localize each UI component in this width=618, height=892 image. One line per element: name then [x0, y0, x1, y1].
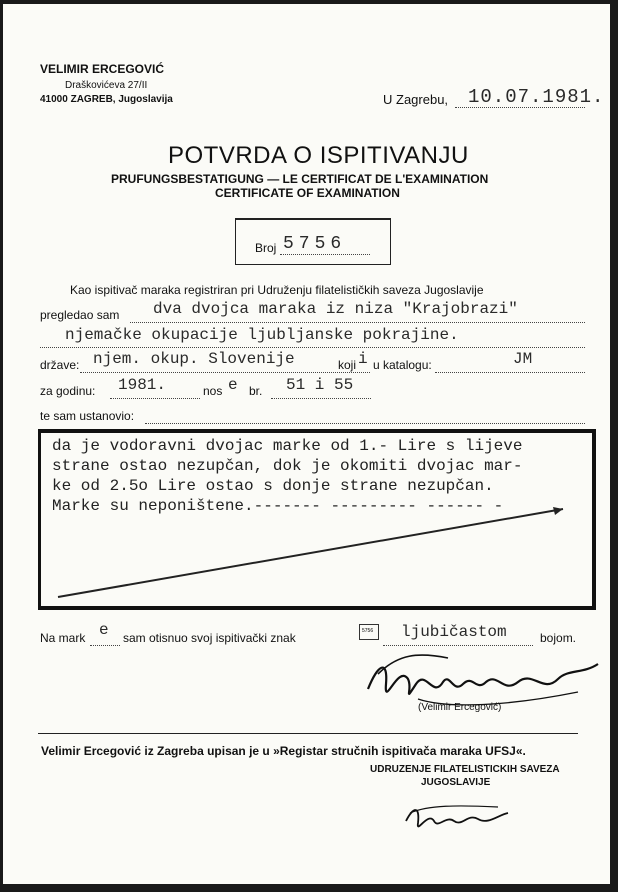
bears-label: nos: [203, 384, 223, 398]
year-value: 1981.: [118, 376, 167, 394]
catalogue-value: JM: [513, 350, 533, 368]
stamp-line-middle: sam otisnuo svoj ispitivački znak: [123, 631, 296, 645]
registry-statement: Velimir Ercegović iz Zagreba upisan je u »Registar stručnih ispitivača maraka UFSJ«.: [41, 744, 526, 758]
country-label: države:: [40, 358, 80, 372]
stamp-line-suffix: e: [99, 621, 109, 639]
examiner-stamp: 5756: [359, 624, 379, 640]
which-label: koji: [338, 358, 357, 372]
association-country: JUGOSLAVIJE: [421, 777, 491, 788]
which-value: i: [358, 350, 368, 368]
examined-value: dva dvojca maraka iz niza "Krajobrazi": [153, 300, 518, 318]
bears-suffix: e: [228, 376, 238, 394]
number-abbrev-label: br.: [249, 384, 263, 398]
examined-label: pregledao sam: [40, 308, 120, 322]
certificate-page: [3, 4, 610, 884]
place-label: U Zagrebu,: [383, 92, 449, 107]
year-label: za godinu:: [40, 384, 96, 398]
document-subtitle-english: CERTIFICATE OF EXAMINATION: [215, 186, 400, 200]
footer-divider: [38, 733, 578, 734]
intro-text: Kao ispitivač maraka registriran pri Udruženju filatelističkih saveza Jugoslavije: [70, 283, 484, 297]
association-signature-image: [398, 799, 528, 839]
issuer-name: VELIMIR ERCEGOVIĆ: [40, 62, 165, 76]
examined-value-line2: njemačke okupacije ljubljanske pokrajine.: [65, 326, 459, 344]
findings-line-1: da je vodoravni dvojac marke od 1.- Lire s lijeve: [52, 437, 523, 455]
certificate-number-label: Broj: [255, 241, 277, 255]
document-subtitle-multilang: PRUFUNGSBESTATIGUNG — LE CERTIFICAT DE L'EXAMINATION: [111, 172, 489, 186]
country-value: njem. okup. Slovenije: [93, 350, 295, 368]
issuer-street: Draškovićeva 27/II: [65, 80, 148, 91]
association-name: UDRUZENJE FILATELISTICKIH SAVEZA: [370, 764, 560, 775]
findings-line-2: strane ostao nezupčan, dok je okomiti dvojac mar-: [52, 457, 523, 475]
stamp-suffix-dotted-line: [90, 645, 120, 646]
findings-label: te sam ustanovio:: [40, 409, 135, 423]
catalogue-label: u katalogu:: [373, 358, 432, 372]
document-title: POTVRDA O ISPITIVANJU: [168, 142, 469, 169]
signature-caption: (Velimir Ercegović): [418, 702, 502, 713]
findings-line-3: ke od 2.5o Lire ostao s donje strane nezupčan.: [52, 477, 494, 495]
issue-date: 10.07.1981.: [468, 86, 605, 108]
stamps-number-value: 51 i 55: [286, 376, 354, 394]
ink-color-value: ljubičastom: [401, 623, 507, 641]
certificate-number: 5756: [283, 234, 347, 254]
issuer-city: 41000 ZAGREB, Jugoslavija: [40, 94, 173, 105]
findings-line-4: Marke su neponištene.------- --------- ------ -: [52, 497, 504, 515]
stamp-line-end: bojom.: [540, 631, 577, 645]
stamp-line-prefix: Na mark: [40, 631, 86, 645]
